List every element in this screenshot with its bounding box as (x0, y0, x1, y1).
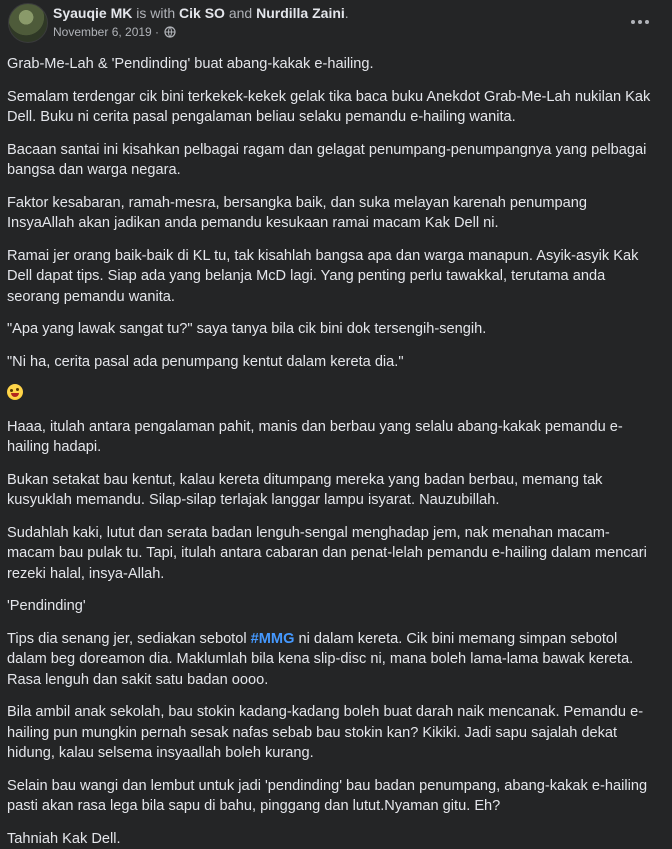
globe-icon (164, 26, 176, 38)
post-body (0, 44, 672, 849)
post-paragraph: Semalam terdengar cik bini terkekek-kekek gelak tika baca buku Anekdot Grab-Me-Lah nukilan Kak Dell. Buku ni cerita pasal pengalaman beliau selaku pemandu e-hailing wanita. (7, 87, 654, 128)
dot-icon (638, 20, 642, 24)
post-paragraph: "Ni ha, cerita pasal ada penumpang kentut dalam kereta dia." (7, 352, 654, 373)
post-paragraph: Sudahlah kaki, lutut dan serata badan lenguh-sengal menghadap jem, nak menahan macam-macam bau pulak tu. Tapi, itulah antara cabaran dan penat-lelah pemandu e-hailing dalam mencari rezeki halal, insya-Allah. (7, 523, 654, 585)
tips-text-after: ni dalam kereta. Cik bini memang simpan sebotol dalam beg doreamon dia. Maklumlah bila kena slip-disc ni, mana boleh lama-lama bawak kereta. Rasa lenguh dan sakit satu badan oooo. (7, 631, 633, 688)
post-paragraph: Tahniah Kak Dell. (7, 829, 654, 849)
post-paragraph: Ramai jer orang baik-baik di KL tu, tak kisahlah bangsa apa dan warga manapun. Asyik-asyik Kak Dell dapat tips. Siap ada yang belanja McD lagi. Yang penting perlu tawakkal, terutama anda seorang pemandu wanita. (7, 246, 654, 308)
post-date-line (53, 24, 176, 40)
winking-tongue-emoji-icon (7, 384, 23, 400)
emoji-paragraph (7, 384, 654, 405)
post-paragraph: Bacaan santai ini kisahkan pelbagai ragam dan gelagat penumpang-penumpangnya yang pelbagai bangsa dan warga negara. (7, 140, 654, 181)
tips-paragraph (7, 629, 654, 691)
post-paragraph: Grab-Me-Lah & 'Pendinding' buat abang-kakak e-hailing. (7, 54, 654, 75)
author-name-link[interactable]: Syauqie MK (53, 5, 132, 21)
post-paragraph: Haaa, itulah antara pengalaman pahit, manis dan berbau yang selalu abang-kakak pemandu e-hailing hadapi. (7, 417, 654, 458)
post-paragraph: Bukan setakat bau kentut, kalau kereta ditumpang mereka yang badan berbau, memang tak kusyuklah memandu. Silap-silap terlajak langgar lampu isyarat. Nauzubillah. (7, 470, 654, 511)
author-line: Syauqie MK is with Cik SO and Nurdilla Zaini. (53, 4, 349, 22)
hashtag-link[interactable]: #MMG (251, 631, 295, 647)
post-paragraph: Bila ambil anak sekolah, bau stokin kadang-kadang boleh buat darah naik mencanak. Pemandu e-hailing pun mungkin pernah sesak nafas sebab bau stokin kan? Kikiki. Jadi sapu sajalah dekat hidung, kalau selsema insyaallah boleh kurang. (7, 702, 654, 764)
post-header (0, 0, 672, 44)
post-timestamp-link[interactable]: November 6, 2019 · (53, 25, 159, 39)
author-avatar[interactable] (8, 3, 48, 43)
tips-text-before: Tips dia senang jer, sediakan sebotol (7, 631, 251, 647)
post-paragraph: 'Pendinding' (7, 596, 654, 617)
tagged-user-link-1[interactable]: Cik SO (179, 5, 225, 21)
with-text: is with (136, 5, 175, 21)
more-options-button[interactable] (628, 12, 652, 32)
dot-icon (645, 20, 649, 24)
dot-icon (631, 20, 635, 24)
tagged-user-link-2[interactable]: Nurdilla Zaini (256, 5, 345, 21)
post-paragraph: "Apa yang lawak sangat tu?" saya tanya bila cik bini dok tersengih-sengih. (7, 319, 654, 340)
and-text: and (229, 5, 252, 21)
post-paragraph: Selain bau wangi dan lembut untuk jadi 'pendinding' bau badan penumpang, abang-kakak e-hailing pasti akan rasa lega bila sapu di bahu, pinggang dan lutut.Nyaman gitu. Eh? (7, 776, 654, 817)
post-paragraph: Faktor kesabaran, ramah-mesra, bersangka baik, dan suka melayan karenah penumpang InsyaAllah akan jadikan anda pemandu kesukaan ramai macam Kak Dell ni. (7, 193, 654, 234)
